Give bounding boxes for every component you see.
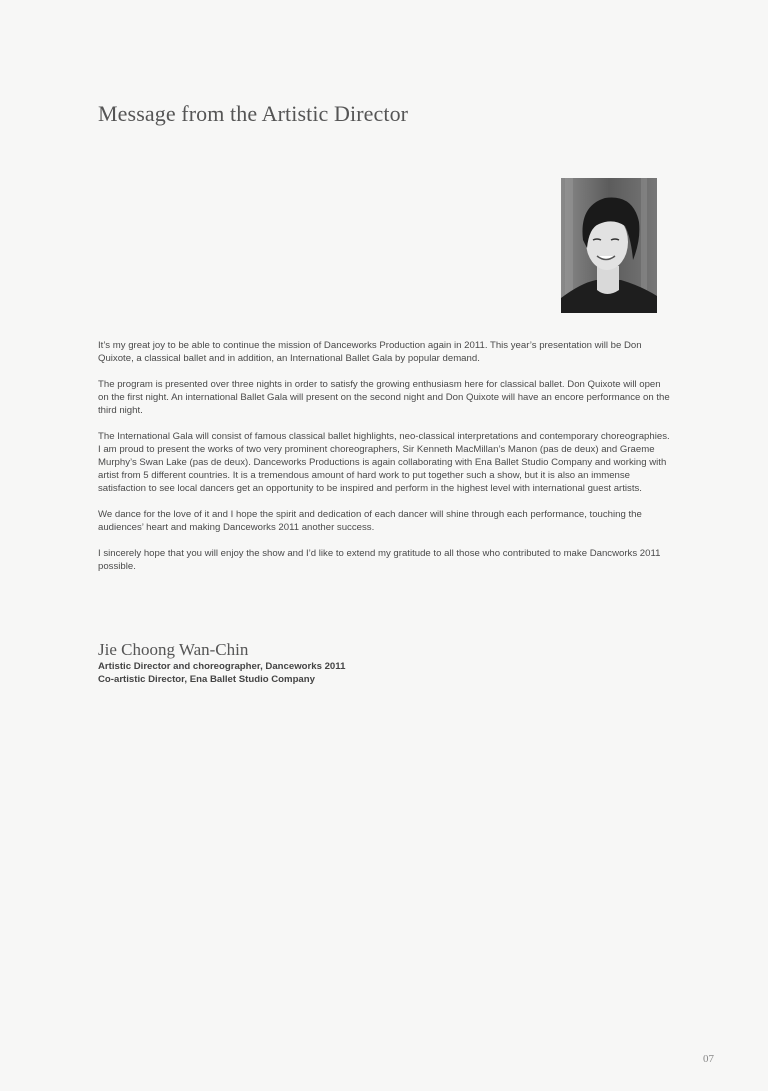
page-number: 07 xyxy=(703,1053,714,1065)
paragraph: The program is presented over three nights in order to satisfy the growing enthusiasm here for classical ballet. Don Quixote will open on the first night. An international Ballet Gala will present on the second night and Don Quixote will have an encore performance on the third night. xyxy=(98,379,670,416)
portrait-photo-icon xyxy=(561,178,657,313)
message-body xyxy=(98,339,670,586)
paragraph: We dance for the love of it and I hope the spirit and dedication of each dancer will shine through each performance, touching the audiences’ heart and making Danceworks 2011 another success. xyxy=(98,509,642,533)
signatory-role: Co-artistic Director, Ena Ballet Studio Company xyxy=(98,674,315,685)
signatory-name: Jie Choong Wan-Chin xyxy=(98,640,249,659)
signature-block xyxy=(98,640,345,686)
page-title: Message from the Artistic Director xyxy=(98,101,409,126)
portrait-photo xyxy=(561,178,657,313)
signatory-role: Artistic Director and choreographer, Danceworks 2011 xyxy=(98,661,346,672)
paragraph: I sincerely hope that you will enjoy the show and I’d like to extend my gratitude to all those who contributed to make Dancworks 2011 possible. xyxy=(98,548,661,572)
paragraph: The International Gala will consist of famous classical ballet highlights, neo-classical interpretations and contemporary choreographies. I am proud to present the works of two very prominent choreographers, Sir Kenneth MacMillan’s Manon (pas de deux) and Graeme Murphy’s Swan Lake (pas de deux). Danceworks Productions is again collaborating with Ena Ballet Studio Company and working with artist from 5 different countries. It is a tremendous amount of hard work to put together such a show, but it is also an immense satisfaction to see local dancers get an opportunity to be inspired and perform in the highest level with international guest artists. xyxy=(98,431,670,494)
paragraph: It’s my great joy to be able to continue the mission of Danceworks Production again in 2011. This year’s presentation will be Don Quixote, a classical ballet and in addition, an International Ballet Gala by popular demand. xyxy=(98,340,642,364)
